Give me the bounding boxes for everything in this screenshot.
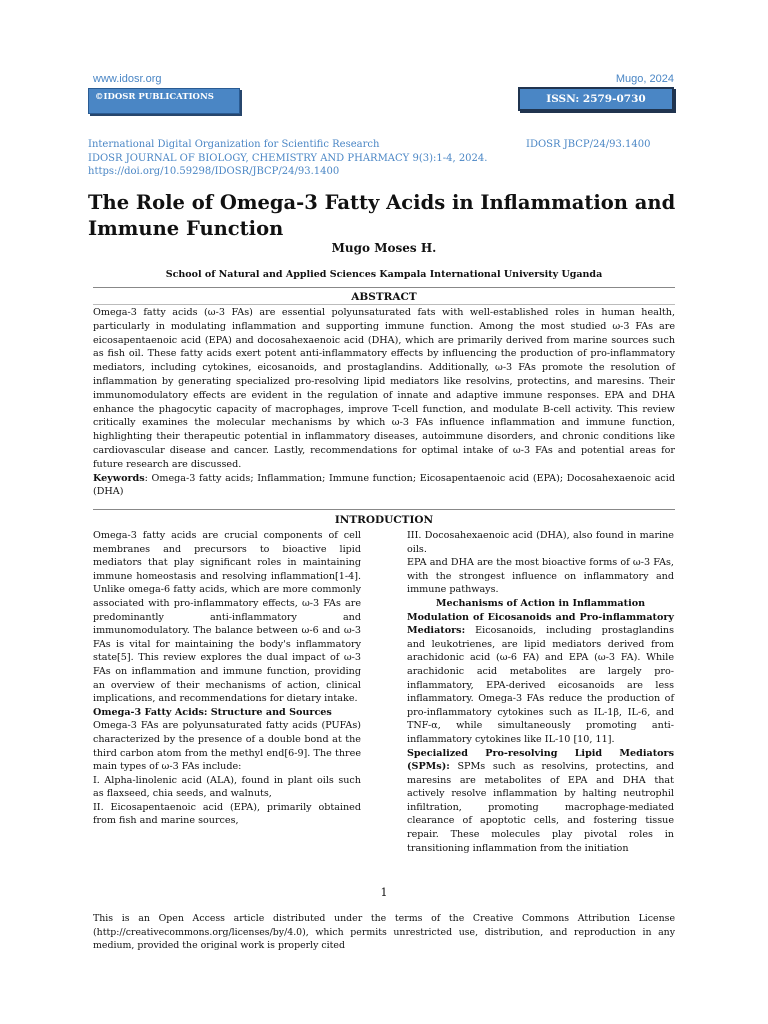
intro-paragraph: Omega-3 fatty acids are crucial components of cell membranes and precursors to bioactive lipid mediators that play significant roles in maintaining immune homeostasis and resolving inflammation[1-4]. Unlike omega-6 fatty acids, which are more commonly associated with pro-inflammatory effects, ω-3 FAs are predominantly anti-inflammatory and immunomodulatory. The balance between ω-6 and ω-3 FAs is vital for maintaining the body's inflammatory state[5]. This review explores the dual impact of ω-3 FAs on inflammation and immune function, providing an overview of their mechanisms of action, clinical implications, and recommendations for dietary intake.	[93, 530, 361, 705]
divider	[93, 509, 675, 510]
keywords-list: : Omega-3 fatty acids; Inflammation; Immune function; Eicosapentaenoic acid (EPA); Docosahexaenoic acid (DHA)	[93, 472, 675, 498]
license-footer: This is an Open Access article distributed under the terms of the Creative Commons Attribution License (http://creativecommons.org/licenses/by/4.0), which permits unrestricted use, distribution, and reproduction in any medium, provided the original work is properly cited	[93, 913, 675, 951]
author-year-header: Mugo, 2024	[615, 73, 674, 85]
keywords-label: Keywords	[93, 472, 145, 484]
journal-code: IDOSR JBCP/24/93.1400	[526, 139, 651, 150]
list-item-ala: I. Alpha-linolenic acid (ALA), found in plant oils such as flaxseed, chia seeds, and walnuts,	[93, 774, 361, 800]
publications-badge: ©IDOSR PUBLICATIONS	[88, 88, 240, 114]
page-number: 1	[380, 886, 388, 899]
spms-paragraph: SPMs such as resolvins, protectins, and maresins are metabolites of EPA and DHA that actively resolve inflammation by halting neutrophil infiltration, promoting macrophage-mediated clearance of apoptotic cells, and fostering tissue repair. These molecules play pivotal roles in transitioning inflammation from the initiation	[407, 761, 674, 854]
journal-name: IDOSR JOURNAL OF BIOLOGY, CHEMISTRY AND PHARMACY 9(3):1-4, 2024.	[88, 153, 488, 164]
section-heading-structure: Omega-3 Fatty Acids: Structure and Sources	[93, 706, 332, 718]
article-author: Mugo Moses H.	[331, 241, 437, 255]
abstract-heading: ABSTRACT	[351, 291, 417, 303]
list-item-epa: II. Eicosapentaenoic acid (EPA), primarily obtained from fish and marine sources,	[93, 801, 361, 827]
doi-link[interactable]: https://doi.org/10.59298/IDOSR/JBCP/24/93.1400	[88, 166, 340, 177]
right-column	[407, 529, 674, 855]
list-item-dha: III. Docosahexaenoic acid (DHA), also found in marine oils.	[407, 530, 674, 555]
bioactive-paragraph: EPA and DHA are the most bioactive forms of ω-3 FAs, with the strongest influence on inflammatory and immune pathways.	[407, 557, 674, 596]
abstract-text: Omega-3 fatty acids (ω-3 FAs) are essential polyunsaturated fats with well-established roles in human health, particularly in modulating inflammation and supporting immune function. Among the most studied ω-3 FAs are eicosapentaenoic acid (EPA) and docosahexaenoic acid (DHA), which are primarily derived from marine sources such as fish oil. These fatty acids exert potent anti-inflammatory effects by influencing the production of pro-inflammatory mediators, including cytokines, eicosanoids, and prostaglandins. Additionally, ω-3 FAs promote the resolution of inflammation by generating specialized pro-resolving lipid mediators like resolvins, protectins, and maresins. Their immunomodulatory effects are evident in the regulation of innate and adaptive immune responses. EPA and DHA enhance the phagocytic capacity of macrophages, improve T-cell function, and modulate B-cell activity. This review critically examines the molecular mechanisms by which ω-3 FAs influence inflammation and immune function, highlighting their therapeutic potential in inflammatory diseases, autoimmune disorders, and chronic conditions like cardiovascular disease and cancer. Lastly, recommendations for optimal intake of ω-3 FAs and potential areas for future research are discussed.	[93, 307, 675, 470]
section-heading-mechanisms: Mechanisms of Action in Inflammation	[435, 597, 646, 609]
divider	[93, 304, 675, 305]
eicosanoids-paragraph: Eicosanoids, including prostaglandins and leukotrienes, are lipid mediators derived from arachidonic acid (ω-6 FA) and EPA (ω-3 FA). While arachidonic acid metabolites are largely pro-inflammatory, EPA-derived eicosanoids are less inflammatory. Omega-3 FAs reduce the production of pro-inflammatory cytokines such as IL-1β, IL-6, and TNF-α, while simultaneously promoting anti-inflammatory cytokines like IL-10 [10, 11].	[407, 625, 674, 745]
journal-website-link[interactable]: www.idosr.org	[93, 73, 162, 85]
divider	[93, 287, 675, 288]
left-column	[93, 529, 361, 828]
organization-name: International Digital Organization for Scientific Research	[88, 139, 380, 150]
subheading-eicosanoids: Modulation of Eicosanoids and Pro-inflammatory Mediators:	[407, 611, 674, 637]
structure-paragraph: Omega-3 FAs are polyunsaturated fatty acids (PUFAs) characterized by the presence of a double bond at the third carbon atom from the methyl end[6-9]. The three main types of ω-3 FAs include:	[93, 720, 361, 773]
introduction-heading: INTRODUCTION	[334, 514, 434, 526]
author-affiliation: School of Natural and Applied Sciences Kampala International University Uganda	[165, 269, 603, 280]
article-title: The Role of Omega-3 Fatty Acids in Inflammation and Immune Function	[88, 191, 676, 240]
abstract-body	[93, 306, 675, 499]
issn-badge: ISSN: 2579-0730	[518, 87, 674, 111]
subheading-spms: Specialized Pro-resolving Lipid Mediators (SPMs):	[407, 747, 674, 773]
